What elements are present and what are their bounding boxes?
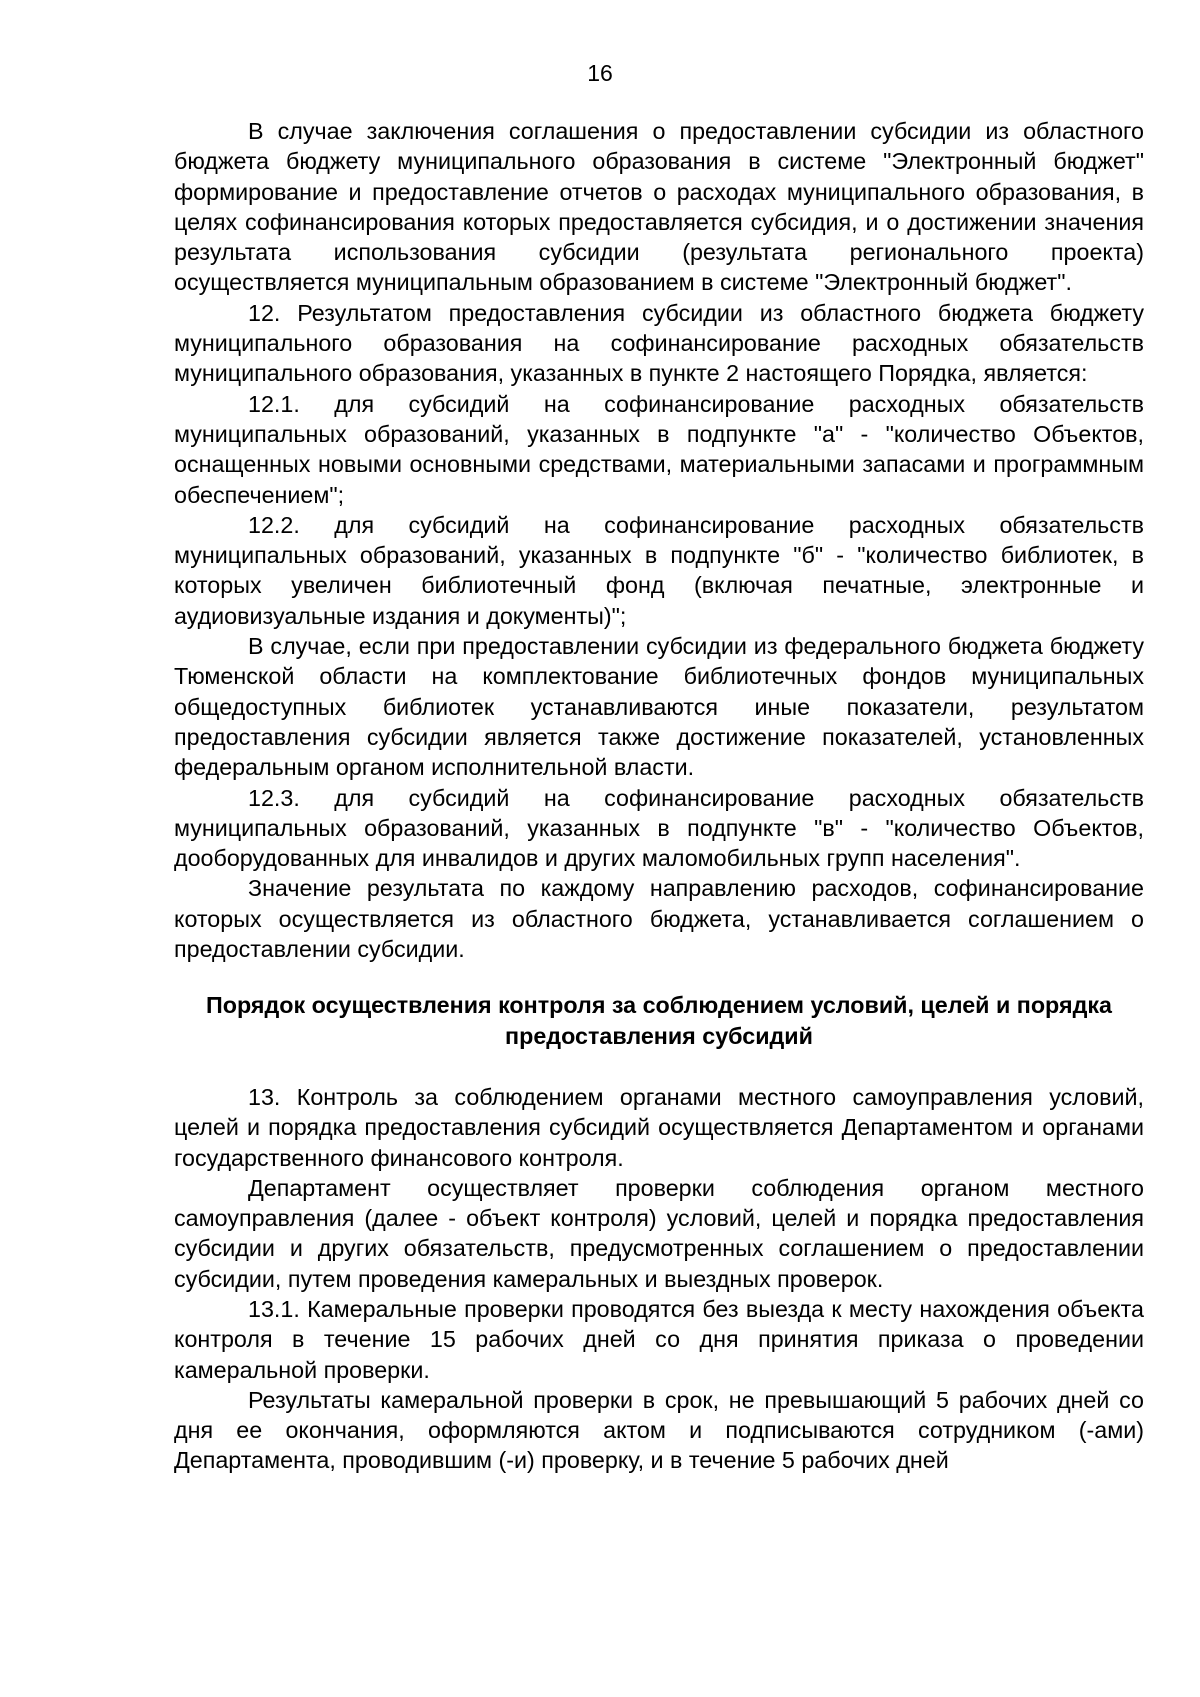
section-heading: Порядок осуществления контроля за соблюдением условий, целей и порядка предоставления субсидий [206,992,1112,1049]
paragraph-federal-budget-case: В случае, если при предоставлении субсидии из федерального бюджета бюджету Тюменской области на комплектование библиотечных фондов муниципальных общедоступных библиотек устанавливаются иные показатели, результатом предоставления субсидии является также достижение показателей, установленных федеральным органом исполнительной власти. [174,633,1144,781]
paragraph-12: 12. Результатом предоставления субсидии из областного бюджета бюджету муниципального образования на софинансирование расходных обязательств муниципального образования, указанных в пункте 2 настоящего Порядка, является: [174,299,1144,387]
paragraph-check-results: Результаты камеральной проверки в срок, не превышающий 5 рабочих дней со дня ее окончания, оформляются актом и подписываются сотрудником (-ами) Департамента, проводившим (-и) проверку, и в течение 5 рабочих дней [174,1386,1144,1474]
paragraph-12-3: 12.3. для субсидий на софинансирование расходных обязательств муниципальных образований, указанных в подпункте "в" - "количество Объектов, дооборудованных для инвалидов и других маломобильных групп населения". [174,784,1144,872]
paragraph-electronic-budget: В случае заключения соглашения о предоставлении субсидии из областного бюджета бюджету муниципального образования в системе "Электронный бюджет" формирование и предоставление отчетов о расходах муниципального образования, в целях софинансирования которых предоставляется субсидия, и о достижении значения результата использования субсидии (результата регионального проекта) осуществляется муниципальным образованием в системе "Электронный бюджет". [174,118,1144,296]
paragraph-13: 13. Контроль за соблюдением органами местного самоуправления условий, целей и порядка предоставления субсидий осуществляется Департаментом и органами государственного финансового контроля. [174,1083,1144,1171]
paragraph-result-value: Значение результата по каждому направлению расходов, софинансирование которых осуществляется из областного бюджета, устанавливается соглашением о предоставлении субсидии. [174,875,1144,963]
paragraph-department-checks: Департамент осуществляет проверки соблюдения органом местного самоуправления (далее - объект контроля) условий, целей и порядка предоставления субсидии и других обязательств, предусмотренных соглашением о предоставлении субсидии, путем проведения камеральных и выездных проверок. [174,1174,1144,1292]
document-body [174,116,1144,1476]
paragraph-12-1: 12.1. для субсидий на софинансирование расходных обязательств муниципальных образований, указанных в подпункте "а" - "количество Объектов, оснащенных новыми основными средствами, материальными запасами и программным обеспечением"; [174,390,1144,508]
page-number: 16 [587,60,613,86]
paragraph-13-1: 13.1. Камеральные проверки проводятся без выезда к месту нахождения объекта контроля в течение 15 рабочих дней со дня принятия приказа о проведении камеральной проверки. [174,1295,1144,1383]
paragraph-12-2: 12.2. для субсидий на софинансирование расходных обязательств муниципальных образований, указанных в подпункте "б" - "количество библиотек, в которых увеличен библиотечный фонд (включая печатные, электронные и аудиовизуальные издания и документы)"; [174,511,1144,629]
